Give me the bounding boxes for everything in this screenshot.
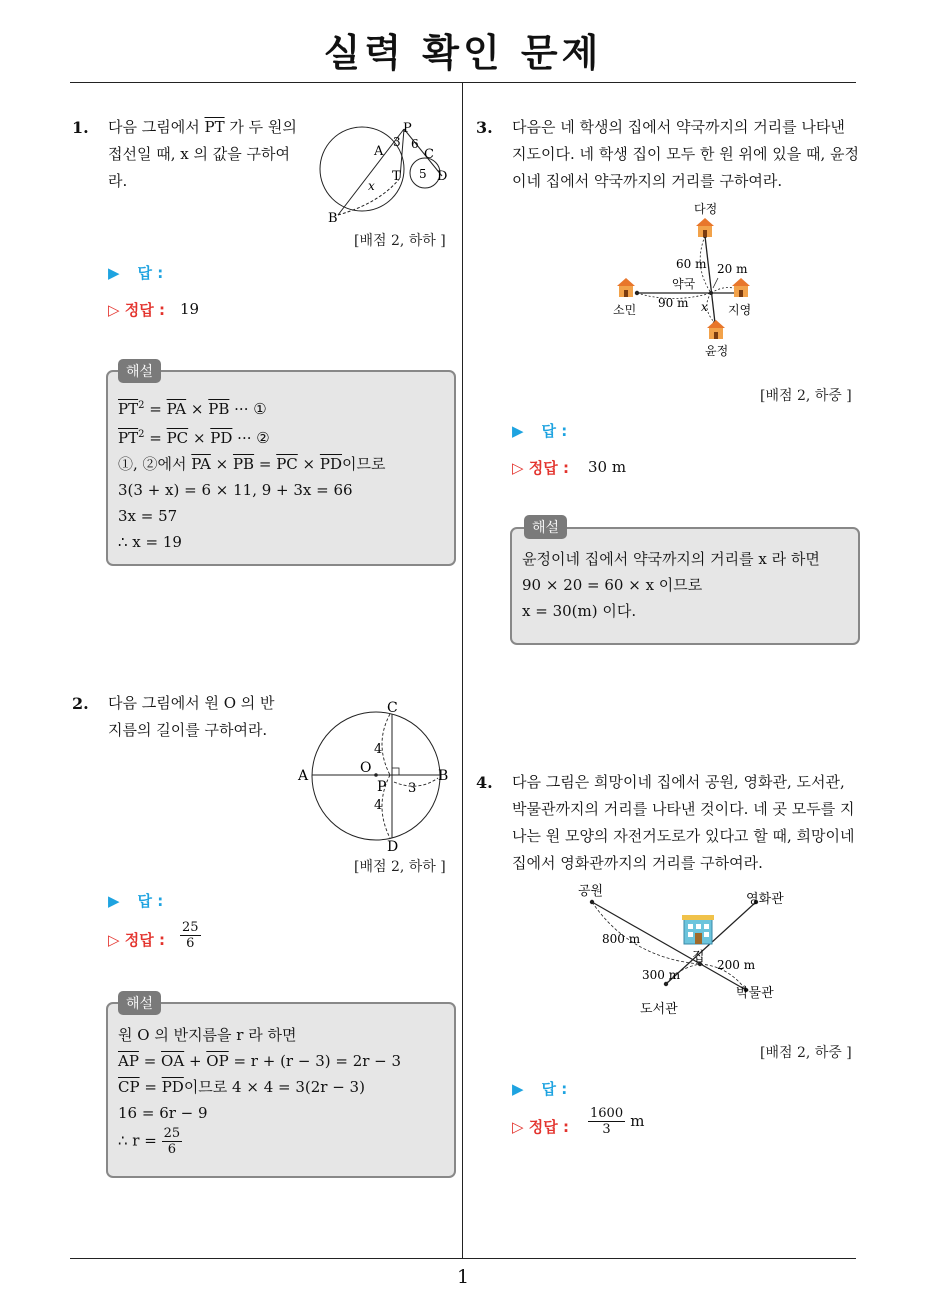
q3-answer-row [512,420,567,441]
q2-sol-line [118,1126,401,1157]
q2-label-O: O [360,760,372,776]
q2-sol-line: $\overline{CP} = \overline{PD}$이므로 4 × 4 = 3(2r − 3) [118,1078,365,1096]
q3-label-x: x [701,300,708,314]
q1-answer-row [108,262,163,283]
q2-label-P: P [377,779,387,795]
q2-label-B: B [438,768,449,784]
answer-arrow-icon: ▶ [512,422,524,440]
q4-question [512,769,862,877]
q4-correct-value [588,1106,644,1137]
q1-label-5: 5 [419,167,427,181]
top-rule [70,82,856,83]
q1-label-6: 6 [411,137,419,151]
q4-label-300m: 300 m [642,968,681,982]
q4-label-museum: 박물관 [736,986,774,1001]
q2-correct-denominator: 6 [186,936,195,951]
q3-number: 3. [476,118,493,137]
q4-text-line: 나는 원 모양의 자전거도로가 있다고 할 때, 희망이네 [512,827,855,845]
q2-sol-denominator: 6 [167,1142,177,1157]
q3-text-line: 이네 집에서 약국까지의 거리를 구하여라. [512,172,783,190]
q4-answer-row [512,1078,567,1099]
q1-question [108,114,318,195]
q2-text-line: 지름의 길이를 구하여라. [108,721,268,739]
q1-sol-line: ①, ②에서 $\overline{PA} \times \overline{PB} = \overline{PC} \times \overline{PD}$이므로 [118,455,386,473]
q4-figure [570,878,800,1018]
q2-score: [배점 2, 하하 ] [354,859,446,875]
correct-arrow-icon: ▷ [512,1118,529,1136]
q1-label-x: x [368,179,375,193]
q1-sol-line: $\overline{PT}^2 = \overline{PC} \times \overline{PD}$ ··· ② [118,429,270,447]
q2-sol-therefore: ∴ r = [118,1131,157,1150]
q3-answer-label: 답 : [541,422,568,440]
q3-sol-line: x = 30(m) 이다. [522,602,637,620]
house-icon [617,278,635,297]
bottom-rule [70,1258,856,1259]
q2-correct-numerator: 25 [182,920,199,935]
q1-figure [310,118,460,228]
q3-figure [605,196,765,361]
q4-number: 4. [476,773,493,792]
q2-correct-label: 정답 : [124,931,165,949]
q4-answer-label: 답 : [541,1080,568,1098]
house-icon [732,278,750,297]
q4-label-house: 집 [692,950,705,965]
q2-label-3: 3 [408,781,417,796]
q1-solution-tab: 해설 [118,359,161,383]
q2-answer-label: 답 : [137,892,164,910]
q3-label-jiyeong: 지영 [728,303,752,317]
q3-solution-tab: 해설 [524,515,567,539]
q2-correct-fraction [180,920,201,951]
q3-label-pharmacy: 약국 [672,277,696,291]
q3-score: [배점 2, 하중 ] [760,388,852,404]
q4-label-park: 공원 [578,884,604,899]
page-title: 실력 확인 문제 [323,31,603,75]
q3-label-dajeong: 다정 [694,202,718,216]
q2-sol-fraction [162,1126,183,1157]
q2-sol-line: $\overline{AP} = \overline{OA} + \overline{OP} = r + (r - 3) = 2r - 3$ [118,1052,402,1070]
house-icon [707,320,725,339]
answer-arrow-icon: ▶ [108,264,120,282]
q2-solution-tab: 해설 [118,991,161,1015]
q1-text-line: 라. [108,172,128,190]
q1-label-D: D [437,169,448,184]
q3-label-90m: 90 m [658,296,689,310]
q1-label-3: 3 [393,135,401,149]
q2-label-A: A [298,768,309,784]
q1-solution-body [118,393,386,555]
q4-correct-row [512,1116,569,1137]
q1-label-A: A [374,144,384,159]
q1-sol-line: ∴ x = 19 [118,533,182,551]
q4-correct-label: 정답 : [528,1118,569,1136]
correct-arrow-icon: ▷ [108,931,125,949]
q4-text-line: 박물관까지의 거리를 나타낸 것이다. 네 곳 모두를 지 [512,800,855,818]
q3-text-line: 지도이다. 네 학생 집이 모두 한 원 위에 있을 때, 윤정 [512,145,860,163]
answer-arrow-icon: ▶ [108,892,120,910]
q3-solution-body [522,546,820,624]
q3-label-20m: 20 m [717,262,748,276]
q1-score: [배점 2, 하하 ] [354,233,446,249]
q2-label-D: D [387,839,399,855]
q1-label-C: C [424,147,434,162]
q4-correct-numerator: 1600 [590,1106,624,1121]
q3-label-yunjeong: 윤정 [705,344,729,358]
q2-sol-line: 16 = 6r − 9 [118,1104,208,1122]
house-icon [696,218,714,237]
q4-label-library: 도서관 [640,1002,678,1017]
q3-text-line: 다음은 네 학생의 집에서 약국까지의 거리를 나타낸 [512,118,845,136]
q3-correct-value: 30 m [588,458,627,476]
q1-label-P: P [403,121,412,136]
q1-label-B: B [328,211,338,226]
q4-label-cinema: 영화관 [746,892,784,907]
q1-label-T: T [392,169,401,184]
q4-score: [배점 2, 하중 ] [760,1045,852,1061]
q2-question [108,690,308,744]
q4-text-line: 집에서 영화관까지의 거리를 구하여라. [512,854,763,872]
q2-label-4b: 4 [374,798,383,813]
q3-label-60m: 60 m [676,257,707,271]
q2-sol-line: 원 O 의 반지름을 r 라 하면 [118,1026,297,1044]
q2-solution-body [118,1022,401,1157]
q1-text-line: 다음 그림에서 $\overline{PT}$ 가 두 원의 [108,118,297,136]
correct-arrow-icon: ▷ [512,459,529,477]
page-number: 1 [456,1266,470,1288]
q2-correct-row [108,929,165,950]
q1-sol-line: 3(3 + x) = 6 × 11, 9 + 3x = 66 [118,481,353,499]
q1-number: 1. [72,118,89,137]
q4-label-200m: 200 m [717,958,756,972]
q2-number: 2. [72,694,89,713]
q2-sol-numerator: 25 [163,1126,181,1141]
column-divider [462,83,463,1258]
q1-correct-value: 19 [180,300,200,318]
q2-answer-row [108,890,163,911]
q1-text-line: 접선일 때, x 의 값을 구하여 [108,145,290,163]
q3-correct-label: 정답 : [528,459,569,477]
q1-answer-label: 답 : [137,264,164,282]
q4-text-line: 다음 그림은 희망이네 집에서 공원, 영화관, 도서관, [512,773,845,791]
answer-arrow-icon: ▶ [512,1080,524,1098]
q2-text-line: 다음 그림에서 원 O 의 반 [108,694,275,712]
q2-label-4a: 4 [374,742,383,757]
q3-correct-row [512,457,569,478]
building-icon [682,915,714,944]
q4-correct-fraction [588,1106,625,1137]
q4-correct-unit: m [630,1112,645,1130]
q3-sol-line: 윤정이네 집에서 약국까지의 거리를 x 라 하면 [522,550,820,568]
correct-arrow-icon: ▷ [108,301,125,319]
q2-figure [296,696,456,856]
q3-sol-line: 90 × 20 = 60 × x 이므로 [522,576,703,594]
q1-sol-line: 3x = 57 [118,507,178,525]
q1-sol-line: $\overline{PT}^2 = \overline{PA} \times \overline{PB}$ ··· ① [118,400,267,418]
q1-correct-row [108,299,165,320]
q3-label-somin: 소민 [613,303,637,317]
q3-question [512,114,862,195]
q2-label-C: C [387,700,398,716]
q4-label-800m: 800 m [602,932,641,946]
q4-correct-denominator: 3 [602,1122,611,1137]
q1-correct-label: 정답 : [124,301,165,319]
